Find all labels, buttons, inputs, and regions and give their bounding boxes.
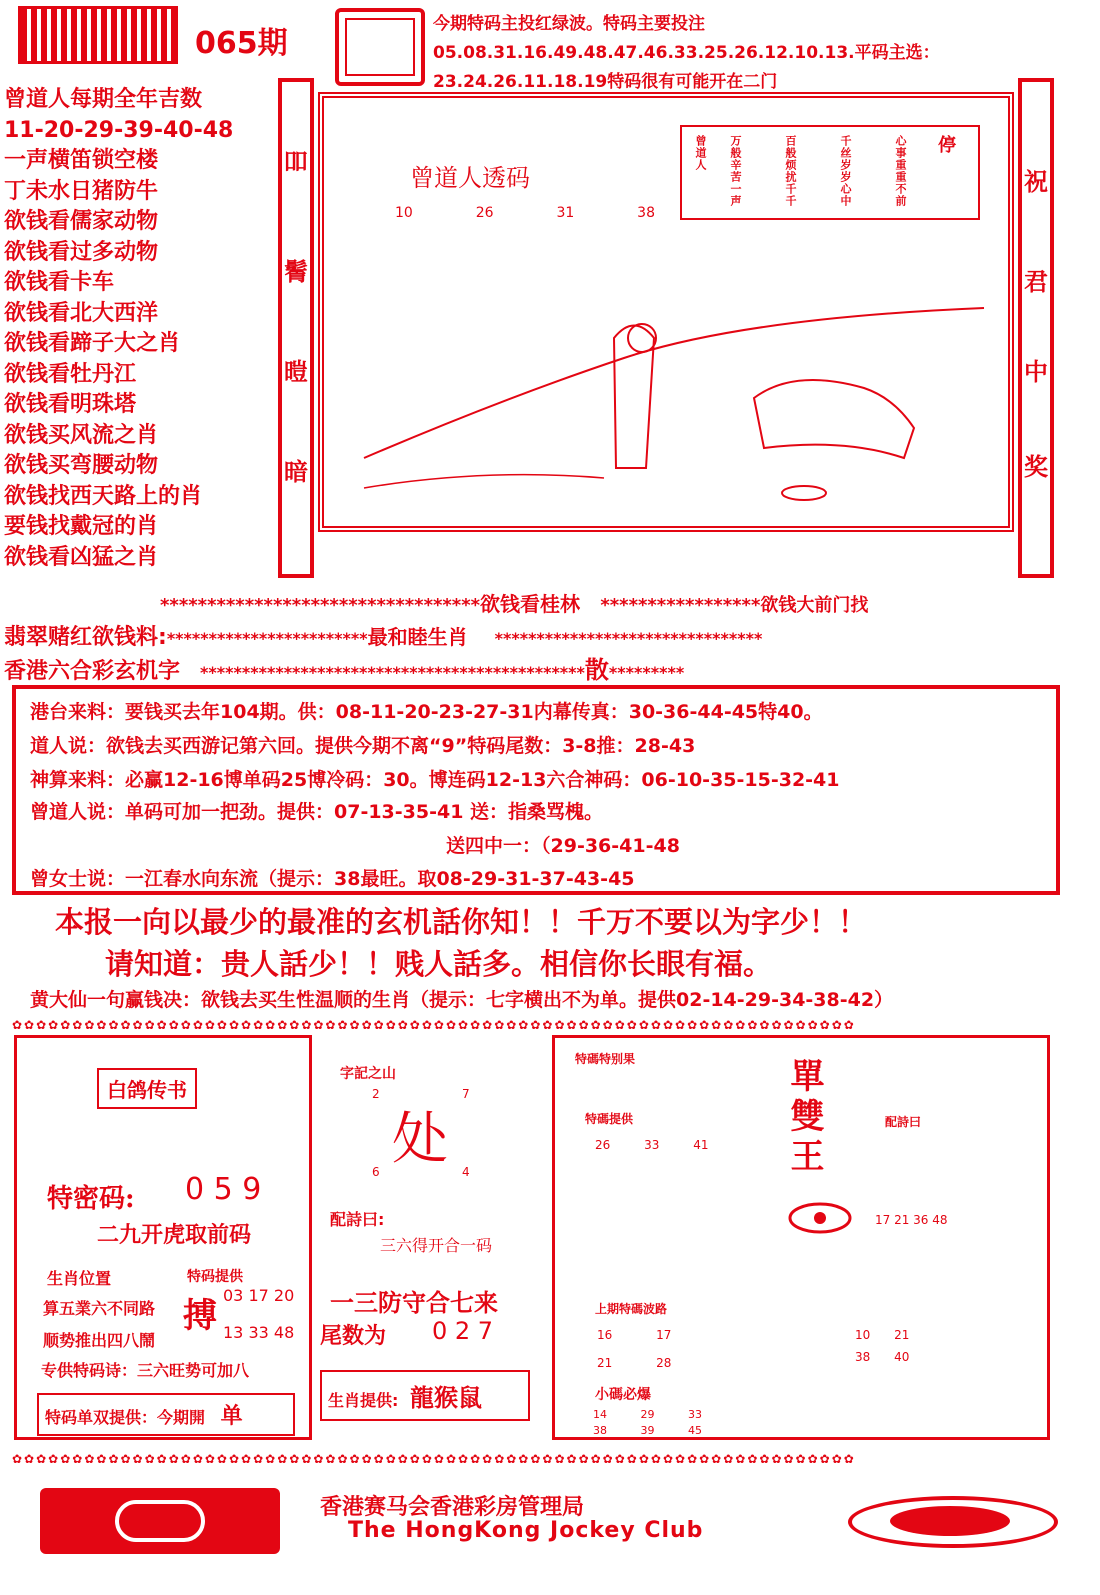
number-row: 13 33 48 [223, 1323, 295, 1342]
rod-char: 吅 [284, 148, 308, 176]
decorative-border: ✿✿✿✿✿✿✿✿✿✿✿✿✿✿✿✿✿✿✿✿✿✿✿✿✿✿✿✿✿✿✿✿✿✿✿✿✿✿✿✿✿✿✿✿✿✿✿✿✿✿✿✿✿✿✿✿✿✿✿✿✿✿✿✿✿✿✿✿✿✿ [12, 1452, 856, 1466]
number: 33 [688, 1408, 702, 1421]
sx-value: 龍猴鼠 [409, 1384, 482, 1412]
tema-label: 特密码: [47, 1184, 135, 1214]
poem-text: 三六得开合一码 [380, 1236, 493, 1255]
rod-char: 暗 [284, 458, 308, 486]
corner-number: 6 [372, 1165, 380, 1179]
rod-char: 暟 [284, 358, 308, 386]
right-numbers [855, 1328, 909, 1342]
tema-tigong: 特碼提供 [585, 1112, 634, 1126]
jockey-club-logo [40, 1488, 280, 1554]
left-hint-list [4, 85, 274, 573]
shengxiao-position: 生肖位置 [47, 1269, 112, 1288]
scroll-number: 38 [637, 205, 655, 221]
scroll-number: 31 [556, 205, 575, 221]
list-item: 要钱找戴冠的肖 [4, 514, 159, 539]
decorative-border: ✿✿✿✿✿✿✿✿✿✿✿✿✿✿✿✿✿✿✿✿✿✿✿✿✿✿✿✿✿✿✿✿✿✿✿✿✿✿✿✿✿✿✿✿✿✿✿✿✿✿✿✿✿✿✿✿✿✿✿✿✿✿✿✿✿✿✿✿✿✿ [12, 1018, 856, 1032]
poem-signature: 曾道人 [694, 135, 707, 171]
info-box [12, 685, 1060, 895]
list-item: 欲钱看凶猛之肖 [4, 544, 159, 570]
list-item: 欲钱看牡丹江 [4, 361, 137, 387]
poem-label: 配詩曰: [330, 1210, 385, 1229]
rod-char: 君 [1024, 268, 1048, 296]
small-numbers [593, 1408, 702, 1421]
number: 45 [688, 1424, 702, 1437]
tail-value: 0 2 7 [432, 1317, 494, 1345]
info-line: 道人说：欲钱去买西游记第六回。提供今期不离“9”特码尾数：3-8推：28-43 [30, 735, 696, 757]
scroll-numbers [395, 205, 655, 221]
list-item: 一声横笛锁空楼 [4, 148, 159, 173]
info-line: 曾女士说：一江春水向东流（提示：38最旺。取08-29-31-37-43-45 [30, 868, 635, 890]
panel-title: 單雙王 [784, 1058, 824, 1178]
scroll-title: 曾道人透码 [410, 164, 530, 192]
poem-head: 停 [935, 135, 956, 154]
number: 41 [693, 1138, 709, 1152]
huangdaxian-tip: 黄大仙一句赢钱决：欲钱去买生性温顺的生肖（提示：七字横出不为单。提供02-14-29-34-38-42） [30, 989, 894, 1011]
number: 26 [595, 1138, 611, 1152]
number-row: 03 17 20 [223, 1286, 295, 1305]
number: 21 [894, 1328, 910, 1342]
corner-number: 4 [462, 1165, 470, 1179]
corner-number: 7 [462, 1087, 470, 1101]
big-character: 处 [392, 1107, 448, 1172]
poem-line: 心事重重不前 [894, 135, 907, 207]
seal-stamp [335, 8, 425, 86]
header-prediction: 今期特码主投红绿波。特码主要投注05.08.31.16.49.48.47.46.33.25.26.12.10.13.平码主选：23.24.26.11.18.19特码很有可能开在二门 [433, 14, 940, 92]
poem-box [680, 125, 980, 220]
footer-en-title: The HongKong Jockey Club [348, 1518, 704, 1543]
info-line: 曾道人说：单码可加一把劲。提供：07-13-35-41 送：指桑骂槐。 [30, 801, 604, 823]
info-line: 港台来料：要钱买去年104期。供：08-11-20-23-27-31内幕传真：30-36-44-45特40。 [30, 701, 823, 723]
list-item: 欲钱看儒家动物 [4, 209, 159, 234]
issue-number: 065期 [195, 26, 288, 61]
hint-line: 算五業六不同路 [43, 1299, 156, 1318]
list-item: 欲钱看北大西洋 [4, 300, 159, 326]
number: 40 [894, 1350, 910, 1364]
footer-cn-title: 香港赛马会香港彩房管理局 [320, 1494, 585, 1520]
info-line: 神算来料：必赢12-16博单码25博冷码：30。博连码12-13六合神码：06-10-35-15-32-41 [30, 769, 840, 791]
bo-char: 搏 [183, 1296, 217, 1336]
number: 28 [656, 1356, 672, 1370]
poem-line: 千丝岁岁心中 [839, 135, 852, 207]
number: 33 [644, 1138, 660, 1152]
defense-line: 一三防守合七来 [330, 1289, 498, 1317]
list-item: 欲钱找西天路上的肖 [4, 483, 203, 509]
star-line-3: 香港六合彩玄机字 **********************************************散********* [4, 656, 685, 684]
last-label: 上期特碼波路 [595, 1302, 668, 1316]
hint-line: 顺势推出四八鬧 [43, 1331, 156, 1350]
list-item: 欲钱看明珠塔 [4, 392, 137, 417]
masthead-logo [18, 6, 178, 64]
rod-char: 奖 [1024, 453, 1048, 481]
top-numbers [595, 1138, 709, 1152]
dan-value: 单 [220, 1404, 243, 1429]
info-line: 送四中一：（29-36-41-48 [446, 835, 680, 857]
sx-label: 生肖提供: [328, 1391, 399, 1410]
right-numbers [855, 1350, 909, 1364]
list-item: 曾道人每期全年吉数 [4, 87, 203, 112]
list-item: 欲钱买弯腰动物 [4, 453, 159, 478]
scroll-rod-left [278, 78, 314, 578]
scroll-number: 26 [475, 205, 494, 221]
footer-oval-emblem [848, 1496, 1058, 1548]
slogan-line-1: 本报一向以最少的最准的玄机話你知！！千万不要以为字少！！ [55, 905, 868, 939]
footer-numbers: 17 21 36 48 [875, 1213, 948, 1227]
list-item: 丁未水日猪防牛 [4, 178, 159, 204]
number: 21 [597, 1356, 613, 1370]
scroll-rod-right [1018, 78, 1054, 578]
star-line-1: **********************************欲钱看桂林 *****************欲钱大前门找 [160, 592, 869, 616]
number: 39 [640, 1424, 655, 1437]
slogan-line-2: 请知道：贵人話少！！贱人話多。相信你长眼有福。 [105, 947, 773, 981]
flower-emblem-icon [785, 1198, 855, 1238]
panel-right [552, 1035, 1050, 1440]
shengxiao-box [320, 1370, 530, 1421]
list-item: 11-20-29-39-40-48 [4, 117, 234, 143]
poem-line: 百般烦扰千千 [784, 135, 797, 207]
special-poem: 专供特码诗：三六旺势可加八 [41, 1361, 250, 1380]
list-item: 欲钱看过多动物 [4, 239, 159, 265]
zi-label: 字記之山 [340, 1066, 396, 1082]
rod-char: 中 [1024, 358, 1048, 386]
number: 29 [640, 1408, 655, 1421]
number: 38 [855, 1350, 871, 1364]
star-line-2: 翡翠赌红欲钱料:************************最和睦生肖 ******************************** [4, 625, 763, 650]
grid-numbers [597, 1328, 671, 1342]
small-numbers [593, 1424, 702, 1437]
number: 38 [593, 1424, 607, 1437]
tema-value: 0 5 9 [185, 1172, 262, 1207]
tail-label: 尾数为 [320, 1324, 387, 1349]
number: 17 [656, 1328, 672, 1342]
list-item: 欲钱看蹄子大之肖 [4, 331, 181, 356]
tema-tip: 二九开虎取前码 [97, 1223, 252, 1248]
dan-shuang-box [37, 1393, 295, 1436]
panel-left [14, 1035, 312, 1440]
poem-line: 万般辛苦一声 [729, 135, 742, 207]
list-item: 欲钱看卡车 [4, 270, 115, 295]
corner-number: 2 [372, 1087, 380, 1101]
xiao-label: 小碼必爆 [595, 1387, 651, 1403]
grid-numbers [597, 1356, 671, 1370]
number: 16 [597, 1328, 613, 1342]
number: 14 [593, 1408, 607, 1421]
rod-char: 祝 [1024, 168, 1048, 196]
scroll-number: 10 [395, 205, 413, 221]
panel-subtitle: 特碼特别果 [575, 1052, 636, 1066]
side-label: 配詩曰 [885, 1115, 922, 1129]
list-item: 欲钱买风流之肖 [4, 422, 159, 448]
dan-label: 特码单双提供：今期開 [45, 1408, 206, 1427]
pigeon-title: 白鸽传书 [97, 1068, 197, 1109]
rod-char: 鬌 [284, 258, 308, 286]
number: 10 [855, 1328, 871, 1342]
tema-tigong: 特码提供 [187, 1269, 243, 1285]
panel-middle [320, 1035, 545, 1440]
